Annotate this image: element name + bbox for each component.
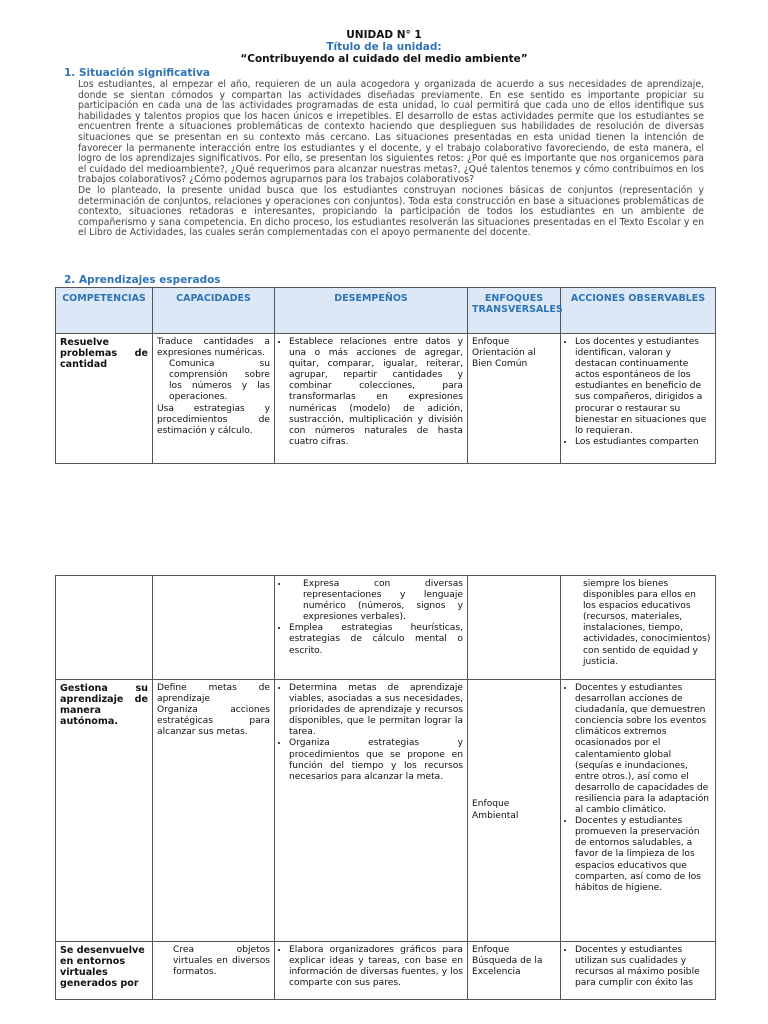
enfoque-cell: Enfoque Ambiental [468, 680, 561, 942]
section-2-heading: 2. Aprendizajes esperados [64, 274, 221, 286]
desempenos-cell [275, 576, 468, 680]
table-header-row [56, 288, 716, 334]
accion-item: • Los estudiantes comparten [575, 437, 711, 448]
desempenos-cell [275, 680, 468, 942]
header-capacidades: CAPACIDADES [153, 288, 275, 334]
accion-item: • Docentes y estudiantes desarrollan acciones de ciudadanía, que demuestren conciencia sobre los eventos climáticos extremos ocasionados por el calentamiento global (sequías e inundaciones, entre otros.), así como el desarrollo de capacidades de resiliencia para la adaptación al cambio climático. [575, 683, 711, 816]
desempenos-cell [275, 334, 468, 464]
capacidades-cell [153, 334, 275, 464]
accion-item: • Docentes y estudiantes promueven la preservación de entornos saludables, a favor de la limpieza de los espacios educativos que comparten, así como de los hábitos de higiene. [575, 816, 711, 894]
capacidad-item: Comunica su comprensión sobre los números y las operaciones. [169, 359, 270, 403]
table-row [56, 576, 716, 680]
enfoque-cell: Enfoque Orientación al Bien Común [468, 334, 561, 464]
acciones-cell [561, 942, 716, 1000]
table-row [56, 334, 716, 464]
paragraph-1: Los estudiantes, al empezar el año, requieren de un aula acogedora y organizada de acuerdo a sus necesidades de aprendizaje, donde se sientan cómodos y compartan las actividades diseñadas previamente. En ese sentido es importante propiciar su participación en cada una de las actividades programadas de esta unidad, lo cual permitirá que cada uno de ellos identifique sus habilidades y talentos propios que los hacen únicos e irrepetibles. El desarrollo de estas actividades permite que los estudiantes se encuentren frente a situaciones problemáticas de contexto haciendo que desplieguen sus habilidades de resolución de diversas situaciones que se presentan en su contexto más cercano. Las situaciones presentadas en esta unidad tienen la intención de favorecer la permanente interacción entre los estudiantes y el docente, y el trabajo colaborativo favoreciendo, de esta manera, el logro de los aprendizajes significativos. Por ello, se presentan los siguientes retos: ¿Por qué es importante que nos organicemos para el cuidado del medioambiente?, ¿Qué requerimos para alcanzar nuestras metas?, ¿Qué talentos tenemos y cómo contribuimos en los trabajos colaborativos? ¿Cómo podemos agruparnos para los trabajos colaborativos? [78, 79, 704, 186]
table-row [56, 680, 716, 942]
header-competencias: COMPETENCIAS [56, 288, 153, 334]
capacidades-cell [153, 680, 275, 942]
capacidad-item: Usa estrategias y procedimientos de estimación y cálculo. [157, 403, 270, 436]
header-desempenos: DESEMPEÑOS [275, 288, 468, 334]
competencia-cell: Se desenvuelve en entornos virtuales generados por [56, 942, 153, 1000]
desempeno-item: • Emplea estrategias heurísticas, estrategias de cálculo mental o escrito. [289, 623, 463, 656]
capacidad-item: Organiza acciones estratégicas para alcanzar sus metas. [157, 705, 270, 738]
desempenos-cell [275, 942, 468, 1000]
acciones-cell: siempre los bienes disponibles para ellos en los espacios educativos (recursos, materiales, instalaciones, tiempo, actividades, conocimientos) con sentido de equidad y justicia. [561, 576, 716, 680]
accion-item: • Docentes y estudiantes utilizan sus cualidades y recursos al máximo posible para cumplir con éxito las [575, 945, 711, 989]
acciones-cell [561, 334, 716, 464]
aprendizajes-table-part2 [55, 575, 716, 1000]
desempeno-item: • Organiza estrategias y procedimientos que se propone en función del tiempo y los recursos necesarios para alcanzar la meta. [289, 738, 463, 782]
capacidad-item: Define metas de aprendizaje [157, 683, 270, 705]
capacidad-item: Traduce cantidades a expresiones numéricas. [157, 337, 270, 359]
capacidad-item: Crea objetos virtuales en diversos formatos. [173, 945, 270, 978]
desempeno-item: • Determina metas de aprendizaje viables, asociadas a sus necesidades, prioridades de aprendizaje y recursos disponibles, que le permitan lograr la tarea. [289, 683, 463, 738]
competencia-cell: Resuelve problemas de cantidad [56, 334, 153, 464]
header-enfoques: ENFOQUES TRANSVERSALES [468, 288, 561, 334]
unit-number: UNIDAD N° 1 [346, 29, 422, 41]
situacion-significativa-text [78, 80, 704, 239]
competencia-cell: Gestiona su aprendizaje de manera autónoma. [56, 680, 153, 942]
acciones-cell [561, 680, 716, 942]
desempeno-item: • Elabora organizadores gráficos para explicar ideas y tareas, con base en información de diversas fuentes, y los comparte con sus pares. [289, 945, 463, 989]
aprendizajes-table-part1 [55, 287, 716, 464]
header-acciones: ACCIONES OBSERVABLES [561, 288, 716, 334]
paragraph-2: De lo planteado, la presente unidad busca que los estudiantes construyan nociones básicas de conjuntos (representación y determinación de conjuntos, relaciones y operaciones con conjuntos). Toda esta construcción en base a situaciones problemáticas de contexto, situaciones retadoras e interesantes, propiciando la participación de todos los estudiantes en un ambiente de compañerismo y sana competencia. En dicho proceso, los estudiantes resolverán las situaciones presentadas en el Texto Escolar y en el Libro de Actividades, las cuales serán complementadas con el apoyo permanente del docente. [78, 184, 704, 239]
competencia-cell-empty [56, 576, 153, 680]
accion-item: • Los docentes y estudiantes identifican, valoran y destacan continuamente actos espontáneos de los estudiantes en beneficio de sus compañeros, dirigidos a procurar o restaurar su bienestar en situaciones que lo requieran. [575, 337, 711, 437]
section-1-heading: 1. Situación significativa [64, 67, 210, 79]
enfoque-cell: Enfoque Búsqueda de la Excelencia [468, 942, 561, 1000]
enfoque-cell-empty [468, 576, 561, 680]
unit-title-label: Título de la unidad: [326, 41, 442, 53]
capacidades-cell [153, 942, 275, 1000]
desempeno-item: • Establece relaciones entre datos y una o más acciones de agregar, quitar, comparar, igualar, reiterar, agrupar, repartir cantidades y combinar colecciones, para transformarlas en expresiones numéricas (modelo) de adición, sustracción, multiplicación y división con números naturales de hasta cuatro cifras. [289, 337, 463, 448]
desempeno-item: • Expresa con diversas representaciones y lenguaje numérico (números, signos y expresiones verbales). [289, 579, 463, 623]
table-row [56, 942, 716, 1000]
capacidades-cell-empty [153, 576, 275, 680]
unit-title: “Contribuyendo al cuidado del medio ambiente” [240, 53, 528, 65]
